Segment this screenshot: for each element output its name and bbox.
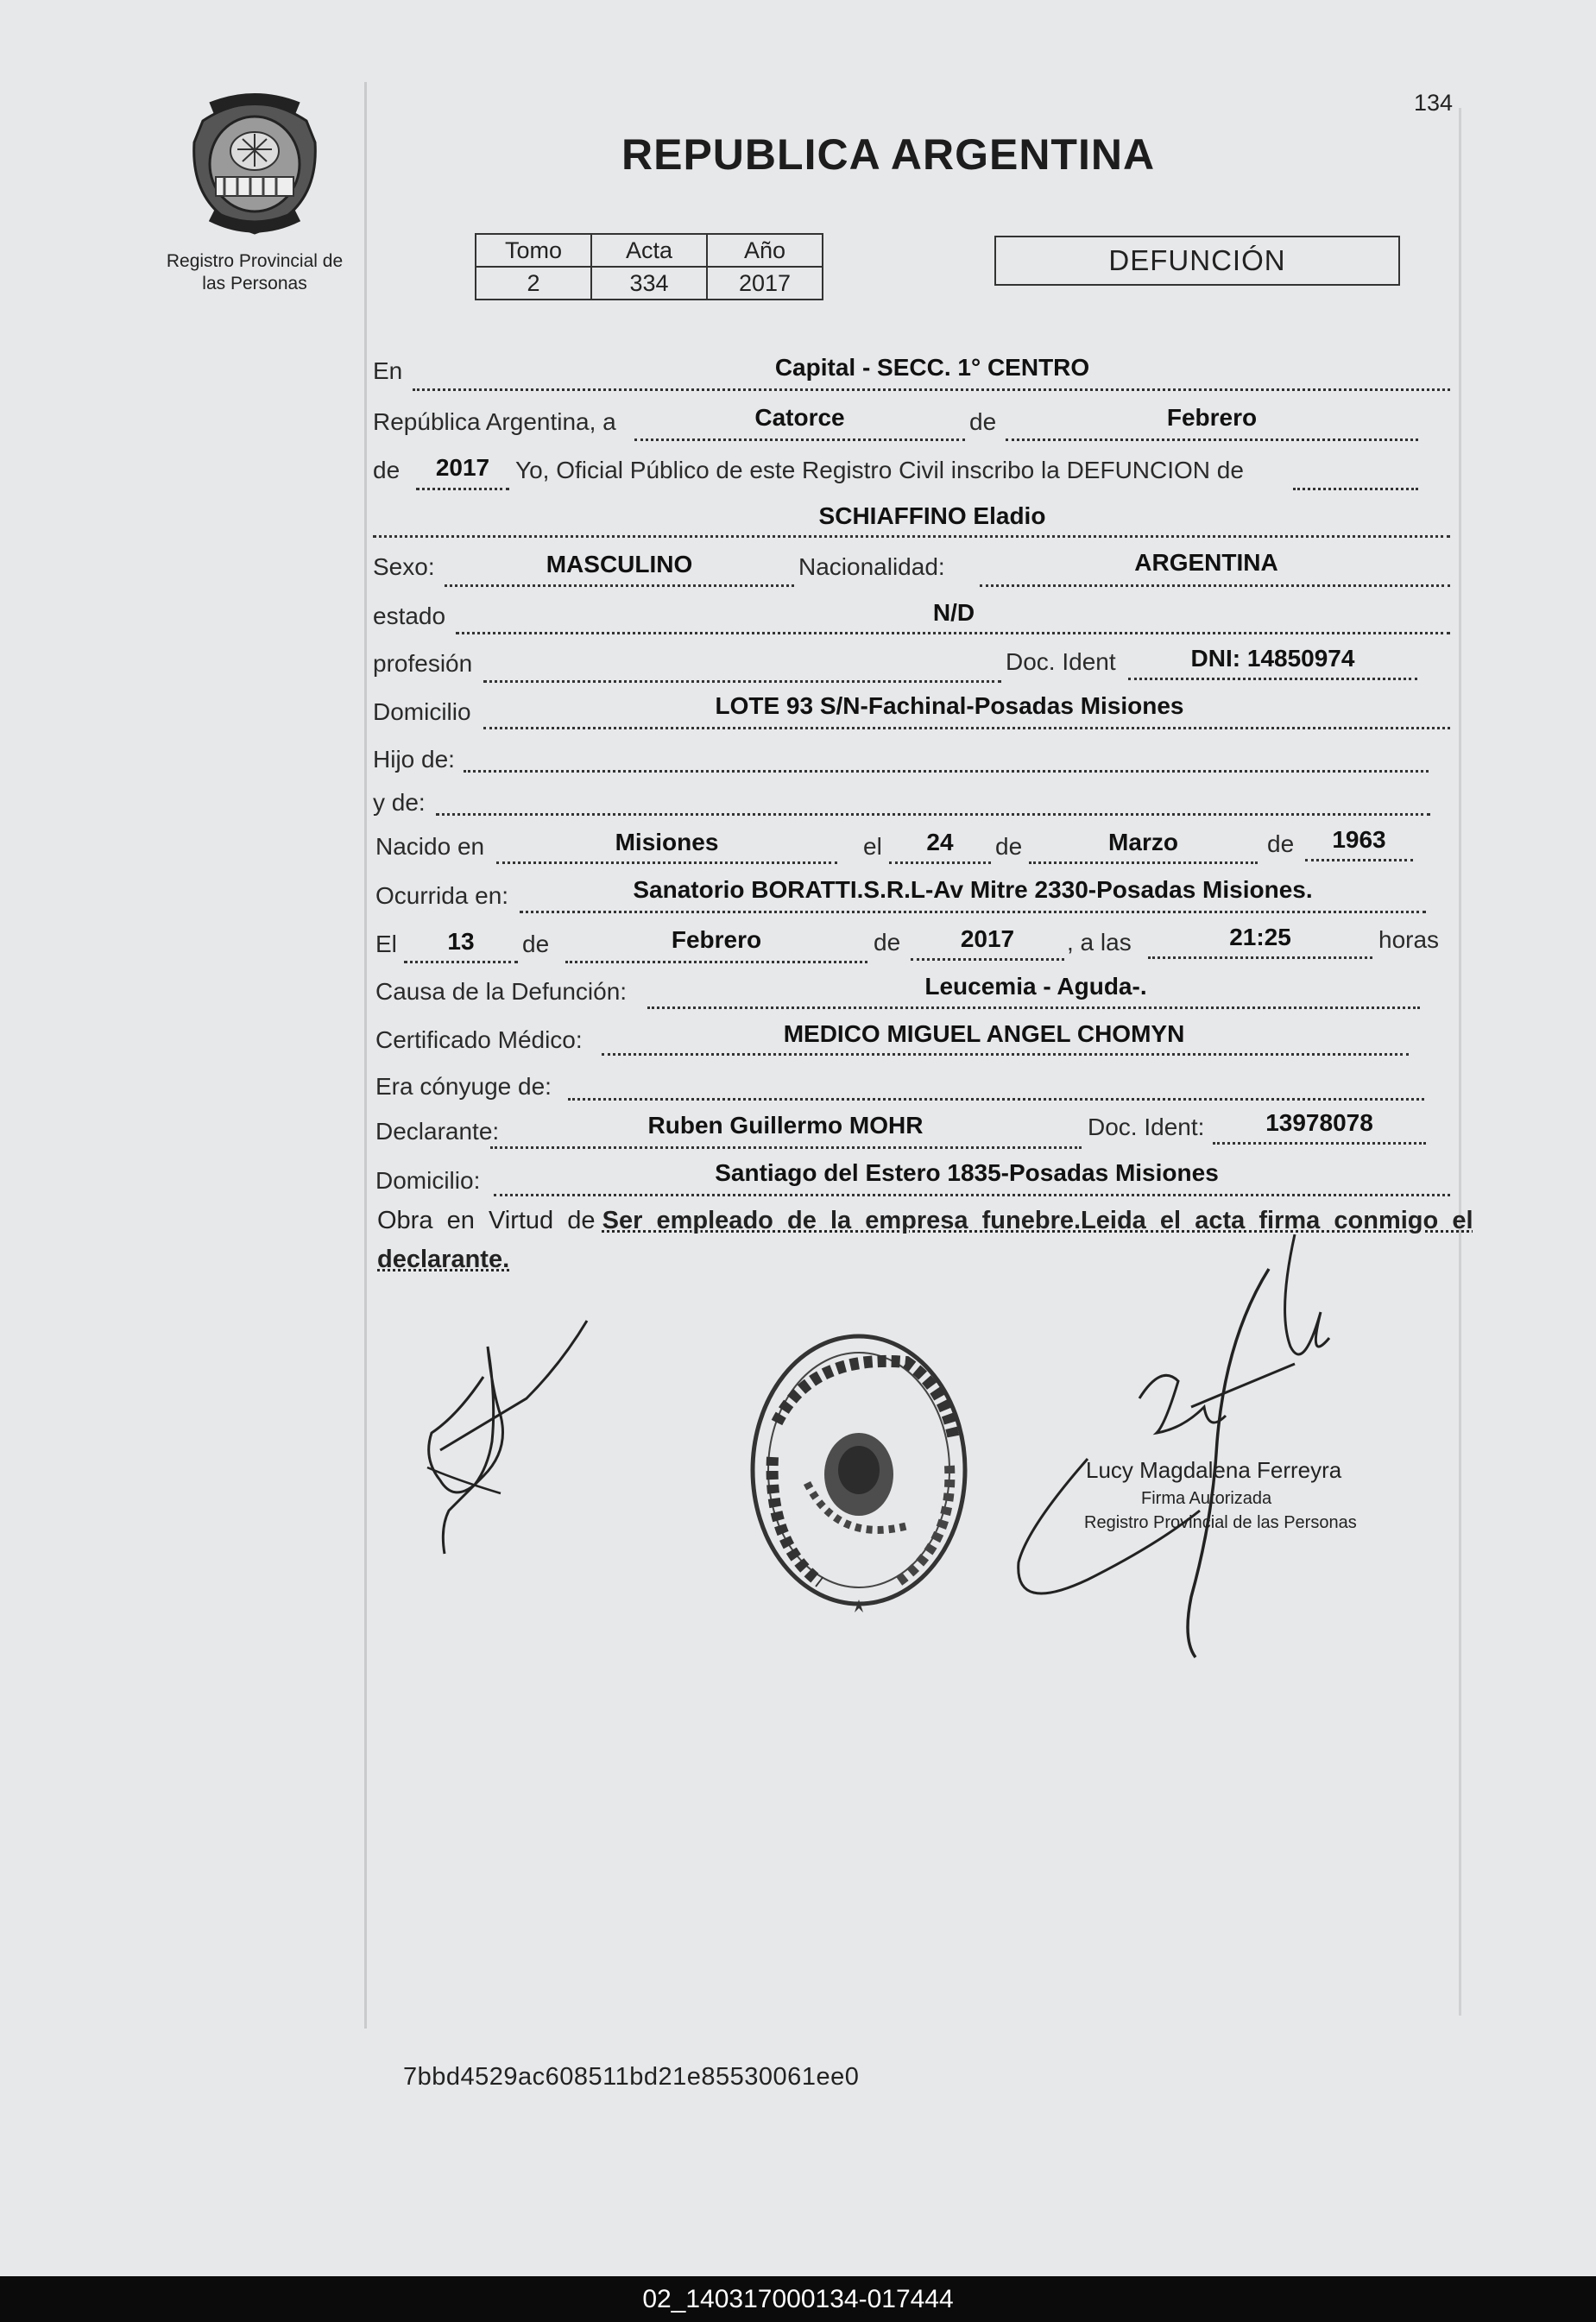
left-margin-line [364,82,367,2029]
registry-seal [742,1319,975,1630]
sexo-label: Sexo: [373,553,435,580]
certificado-value: MEDICO MIGUEL ANGEL CHOMYN [783,1020,1185,1047]
de-label-5: de [522,931,550,957]
month-value: Febrero [1166,404,1258,431]
alas-label: , a las [1067,929,1132,956]
profesion-line [483,680,1001,683]
death-year: 2017 [960,925,1015,952]
domicilio-label: Domicilio [373,698,471,725]
yde-label: y de: [373,789,426,816]
hijo-label: Hijo de: [373,746,455,773]
coat-of-arms-logo [186,91,324,237]
el2-label: El [375,931,397,957]
death-time-line [1148,956,1372,959]
nacido-place: Misiones [615,829,719,855]
record-type-box: DEFUNCIÓN [994,236,1400,286]
de-label-2: de [373,457,401,483]
domicilio-value: LOTE 93 S/N-Fachinal-Posadas Misiones [715,692,1184,719]
registry-caption [155,250,354,295]
year-value: 2017 [435,454,490,481]
declarante-value: Ruben Guillermo MOHR [647,1112,924,1139]
death-month: Febrero [671,926,762,953]
doc2-label: Doc. Ident: [1088,1114,1205,1140]
conyuge-label: Era cónyuge de: [375,1073,552,1100]
el-label: el [863,833,882,860]
footer-id: 02_140317000134-017444 [0,2276,1596,2322]
death-year-line [911,958,1064,961]
doc-value: DNI: 14850974 [1190,645,1355,672]
declarant-signature [406,1295,604,1571]
day-word-value: Catorce [754,404,845,431]
death-day: 13 [447,928,475,955]
de-label-3: de [995,833,1023,860]
certificado-label: Certificado Médico: [375,1026,583,1053]
tomo-value: 2 [476,267,591,300]
acta-header: Acta [591,234,707,267]
obra-value: Ser empleado de la empresa funebre.Leida el acta firma conmigo el [602,1207,1473,1234]
ocurrida-line [520,911,1426,913]
acta-value: 334 [591,267,707,300]
de-label-6: de [874,929,901,956]
authority-signature [1010,1234,1407,1666]
birth-year-line [1305,859,1413,861]
en-value: Capital - SECC. 1° CENTRO [774,354,1090,381]
doc2-value: 13978078 [1265,1109,1373,1136]
deceased-name: SCHIAFFINO Eladio [818,502,1046,529]
page-title: REPUBLICA ARGENTINA [621,130,1156,179]
anio-header: Año [707,234,823,267]
domicilio2-line [494,1194,1450,1196]
document-hash: 7bbd4529ac608511bd21e85530061ee0 [403,2063,860,2091]
obra-label: Obra en Virtud de [377,1207,596,1234]
birth-day-line [889,861,991,864]
name-line [373,535,1450,538]
declarante-label: Declarante: [375,1118,500,1145]
de-label-4: de [1267,830,1295,857]
domicilio2-label: Domicilio: [375,1167,481,1194]
causa-line [647,1006,1420,1009]
nacido-place-line [496,861,837,864]
hijo-line [464,770,1429,773]
birth-month: Marzo [1108,829,1178,855]
conyuge-line [568,1098,1424,1101]
birth-day: 24 [926,829,954,855]
obra-value-cont: declarante. [377,1246,510,1273]
death-month-line [565,961,867,963]
registry-caption-line2: las Personas [202,274,307,293]
domicilio2-value: Santiago del Estero 1835-Posadas Misiones [715,1159,1219,1186]
en-line [413,388,1450,391]
birth-year: 1963 [1332,826,1386,853]
causa-label: Causa de la Defunción: [375,978,628,1005]
record-table-value-row [476,267,823,300]
causa-value: Leucemia - Aguda-. [924,973,1147,1000]
ocurrida-label: Ocurrida en: [375,882,509,909]
profesion-label: profesión [373,650,473,677]
doc-line [1128,678,1417,680]
day-word-line [634,439,965,441]
authority-name: Lucy Magdalena Ferreyra [1086,1457,1342,1483]
declarante-line [490,1146,1082,1149]
de-label-1: de [969,408,997,435]
record-table-header-row [476,234,823,267]
nacido-label: Nacido en [375,833,485,860]
birth-month-line [1029,861,1258,864]
death-time: 21:25 [1229,924,1291,950]
nacionalidad-value: ARGENTINA [1134,549,1278,576]
registry-caption-line1: Registro Provincial de [166,251,344,271]
horas-label: horas [1378,926,1440,953]
tomo-header: Tomo [476,234,591,267]
month-line [1006,439,1418,441]
authority-role: Firma Autorizada [1141,1489,1272,1508]
page-number: 134 [1414,90,1454,116]
estado-line [456,632,1450,634]
record-table [475,233,823,300]
nacionalidad-line [980,584,1450,587]
domicilio-line [483,727,1450,729]
year-line [416,488,509,490]
authority-organization: Registro Provincial de las Personas [1084,1513,1357,1532]
republica-label: República Argentina, a [373,408,616,435]
doc-label: Doc. Ident [1006,648,1116,675]
yde-line [436,813,1430,816]
certificado-line [602,1053,1409,1056]
en-label: En [373,357,403,384]
death-day-line [404,961,518,963]
right-margin-line [1459,108,1461,2016]
obra-line [377,1207,1473,1235]
anio-value: 2017 [707,267,823,300]
nacionalidad-label: Nacionalidad: [798,553,945,580]
official-text: Yo, Oficial Público de este Registro Civil inscribo la DEFUNCION de [515,457,1244,483]
doc2-line [1213,1142,1426,1145]
estado-label: estado [373,603,446,629]
estado-value: N/D [932,599,975,626]
sexo-value: MASCULINO [546,551,693,577]
ocurrida-value: Sanatorio BORATTI.S.R.L-Av Mitre 2330-Posadas Misiones. [633,876,1313,903]
official-line [1293,488,1418,490]
sexo-line [445,584,794,587]
